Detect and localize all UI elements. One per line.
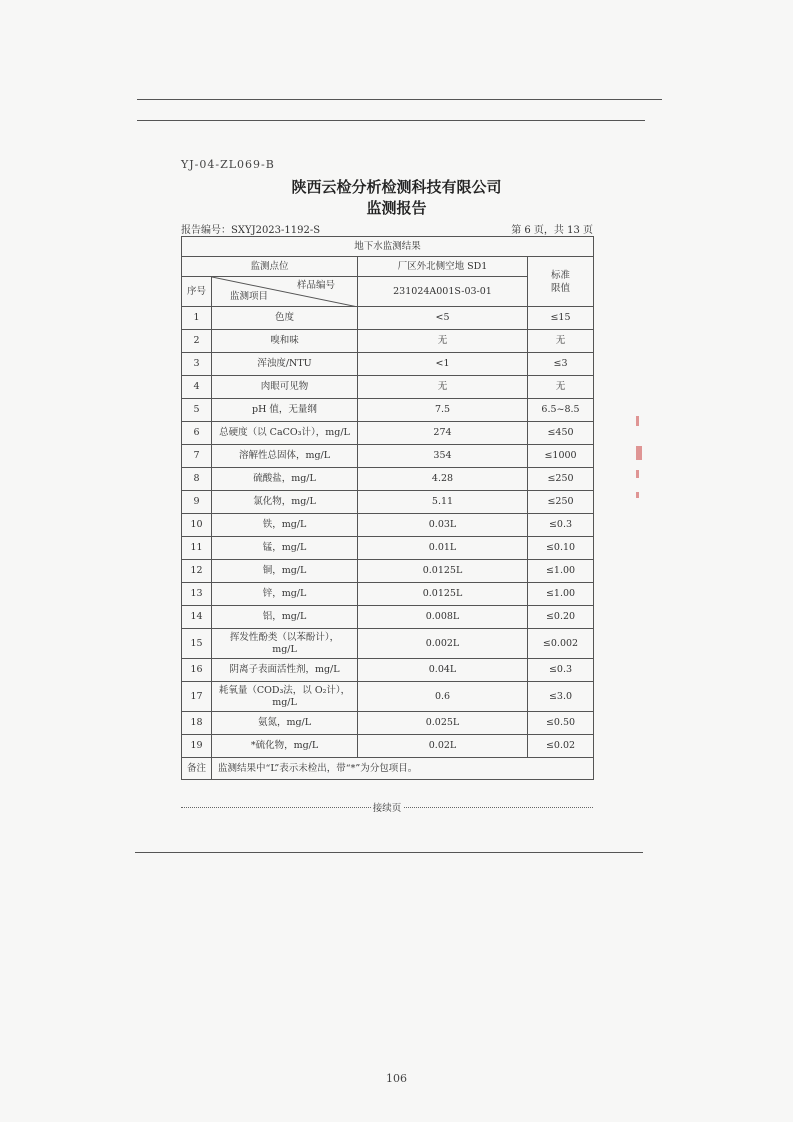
row-item: 铜，mg/L — [212, 560, 358, 583]
row-value: 354 — [358, 445, 528, 468]
row-no: 10 — [182, 514, 212, 537]
row-item: 阴离子表面活性剂，mg/L — [212, 659, 358, 682]
row-item: pH 值，无量纲 — [212, 399, 358, 422]
row-limit: ≤450 — [528, 422, 594, 445]
row-limit: ≤250 — [528, 468, 594, 491]
row-limit: ≤250 — [528, 491, 594, 514]
company-name: 陕西云检分析检测科技有限公司 — [291, 178, 502, 196]
table-row — [182, 606, 594, 629]
row-limit: ≤0.02 — [528, 735, 594, 758]
table-row — [182, 735, 594, 758]
row-item: 浑浊度/NTU — [212, 353, 358, 376]
row-no: 19 — [182, 735, 212, 758]
seq-header: 序号 — [182, 277, 212, 307]
document-code: YJ-04-ZL069-B — [181, 158, 275, 171]
row-no: 4 — [182, 376, 212, 399]
row-item: *硫化物，mg/L — [212, 735, 358, 758]
page-number: 106 — [386, 1072, 407, 1085]
table-row — [182, 712, 594, 735]
row-value: 0.04L — [358, 659, 528, 682]
row-item: 溶解性总固体，mg/L — [212, 445, 358, 468]
seal-edge-mark — [636, 416, 639, 426]
row-no: 7 — [182, 445, 212, 468]
row-no: 8 — [182, 468, 212, 491]
table-row — [182, 583, 594, 606]
row-no: 16 — [182, 659, 212, 682]
row-value: 0.03L — [358, 514, 528, 537]
page-info: 第 6 页，共 13 页 — [511, 225, 593, 236]
row-value: 0.008L — [358, 606, 528, 629]
header-rule-bottom — [137, 120, 645, 121]
row-limit: ≤1000 — [528, 445, 594, 468]
row-limit: 无 — [528, 376, 594, 399]
row-item: 硫酸盐，mg/L — [212, 468, 358, 491]
row-no: 5 — [182, 399, 212, 422]
continued-text: 接续页 — [372, 803, 402, 814]
row-value: 5.11 — [358, 491, 528, 514]
row-limit: ≤1.00 — [528, 560, 594, 583]
table-row — [182, 307, 594, 330]
table-row — [182, 399, 594, 422]
row-limit: ≤15 — [528, 307, 594, 330]
row-item — [212, 682, 358, 712]
sample-number-label: 样品编号 — [296, 280, 335, 291]
diagonal-header-cell — [212, 277, 358, 307]
table-row — [182, 659, 594, 682]
row-limit: ≤0.50 — [528, 712, 594, 735]
continued-marker — [181, 800, 593, 814]
table-row — [182, 468, 594, 491]
row-item: 嗅和味 — [212, 330, 358, 353]
row-limit: ≤0.3 — [528, 514, 594, 537]
row-no: 1 — [182, 307, 212, 330]
row-limit: ≤1.00 — [528, 583, 594, 606]
row-no: 18 — [182, 712, 212, 735]
row-item — [212, 629, 358, 659]
table-row — [182, 422, 594, 445]
seal-edge-mark — [636, 470, 639, 478]
table-row — [182, 445, 594, 468]
row-value: 4.28 — [358, 468, 528, 491]
table-row — [182, 376, 594, 399]
row-item: 肉眼可见物 — [212, 376, 358, 399]
standard-limit-label: 标准限值 — [550, 269, 570, 294]
row-value: 0.01L — [358, 537, 528, 560]
row-value: 0.6 — [358, 682, 528, 712]
footer-rule — [135, 852, 643, 853]
results-table — [181, 236, 594, 780]
table-row — [182, 330, 594, 353]
table-row — [182, 514, 594, 537]
note-row — [182, 758, 594, 780]
row-no: 9 — [182, 491, 212, 514]
row-value: 7.5 — [358, 399, 528, 422]
table-row — [182, 537, 594, 560]
table-row — [182, 629, 594, 659]
row-item: 铝，mg/L — [212, 606, 358, 629]
report-number: 报告编号：SXYJ2023-1192-S — [181, 225, 321, 236]
note-label: 备注 — [182, 758, 212, 780]
table-row — [182, 560, 594, 583]
row-value: 0.0125L — [358, 560, 528, 583]
row-item: 铁，mg/L — [212, 514, 358, 537]
row-no: 15 — [182, 629, 212, 659]
row-item: 总硬度（以 CaCO₃计），mg/L — [212, 422, 358, 445]
row-value: 0.025L — [358, 712, 528, 735]
row-item: 氨氮，mg/L — [212, 712, 358, 735]
row-no: 11 — [182, 537, 212, 560]
row-item: 锌，mg/L — [212, 583, 358, 606]
seal-edge-mark — [636, 446, 642, 460]
table-row — [182, 491, 594, 514]
table-caption: 地下水监测结果 — [182, 237, 594, 257]
seal-edge-mark — [636, 492, 639, 498]
row-value: 无 — [358, 330, 528, 353]
row-no: 17 — [182, 682, 212, 712]
table-row — [182, 353, 594, 376]
row-limit: ≤3 — [528, 353, 594, 376]
report-title: 监测报告 — [366, 199, 427, 217]
row-value: 无 — [358, 376, 528, 399]
row-no: 12 — [182, 560, 212, 583]
standard-limit-header — [528, 257, 594, 307]
row-item: 色度 — [212, 307, 358, 330]
table-row — [182, 682, 594, 712]
row-value: 0.002L — [358, 629, 528, 659]
row-limit: ≤0.10 — [528, 537, 594, 560]
monitor-point-value: 厂区外北侧空地 SD1 — [358, 257, 528, 277]
row-limit: 无 — [528, 330, 594, 353]
sample-number-value: 231024A001S-03-01 — [358, 277, 528, 307]
row-no: 14 — [182, 606, 212, 629]
row-item-text: 挥发性酚类（以苯酚计），mg/L — [229, 631, 340, 655]
row-item-text: 耗氧量（COD₃法，以 O₂计），mg/L — [218, 684, 351, 708]
note-text: 监测结果中“L”表示未检出，带“*”为分包项目。 — [212, 758, 594, 780]
row-limit: ≤0.3 — [528, 659, 594, 682]
row-value: <1 — [358, 353, 528, 376]
row-value: 0.0125L — [358, 583, 528, 606]
row-no: 2 — [182, 330, 212, 353]
row-limit: ≤3.0 — [528, 682, 594, 712]
row-item: 氯化物，mg/L — [212, 491, 358, 514]
row-limit: ≤0.20 — [528, 606, 594, 629]
header-rule-top — [137, 99, 662, 100]
row-value: <5 — [358, 307, 528, 330]
row-value: 274 — [358, 422, 528, 445]
row-limit: 6.5~8.5 — [528, 399, 594, 422]
monitor-point-label: 监测点位 — [182, 257, 358, 277]
row-no: 3 — [182, 353, 212, 376]
row-value: 0.02L — [358, 735, 528, 758]
row-no: 13 — [182, 583, 212, 606]
row-limit: ≤0.002 — [528, 629, 594, 659]
row-item: 锰，mg/L — [212, 537, 358, 560]
item-label: 监测项目 — [230, 291, 269, 302]
row-no: 6 — [182, 422, 212, 445]
